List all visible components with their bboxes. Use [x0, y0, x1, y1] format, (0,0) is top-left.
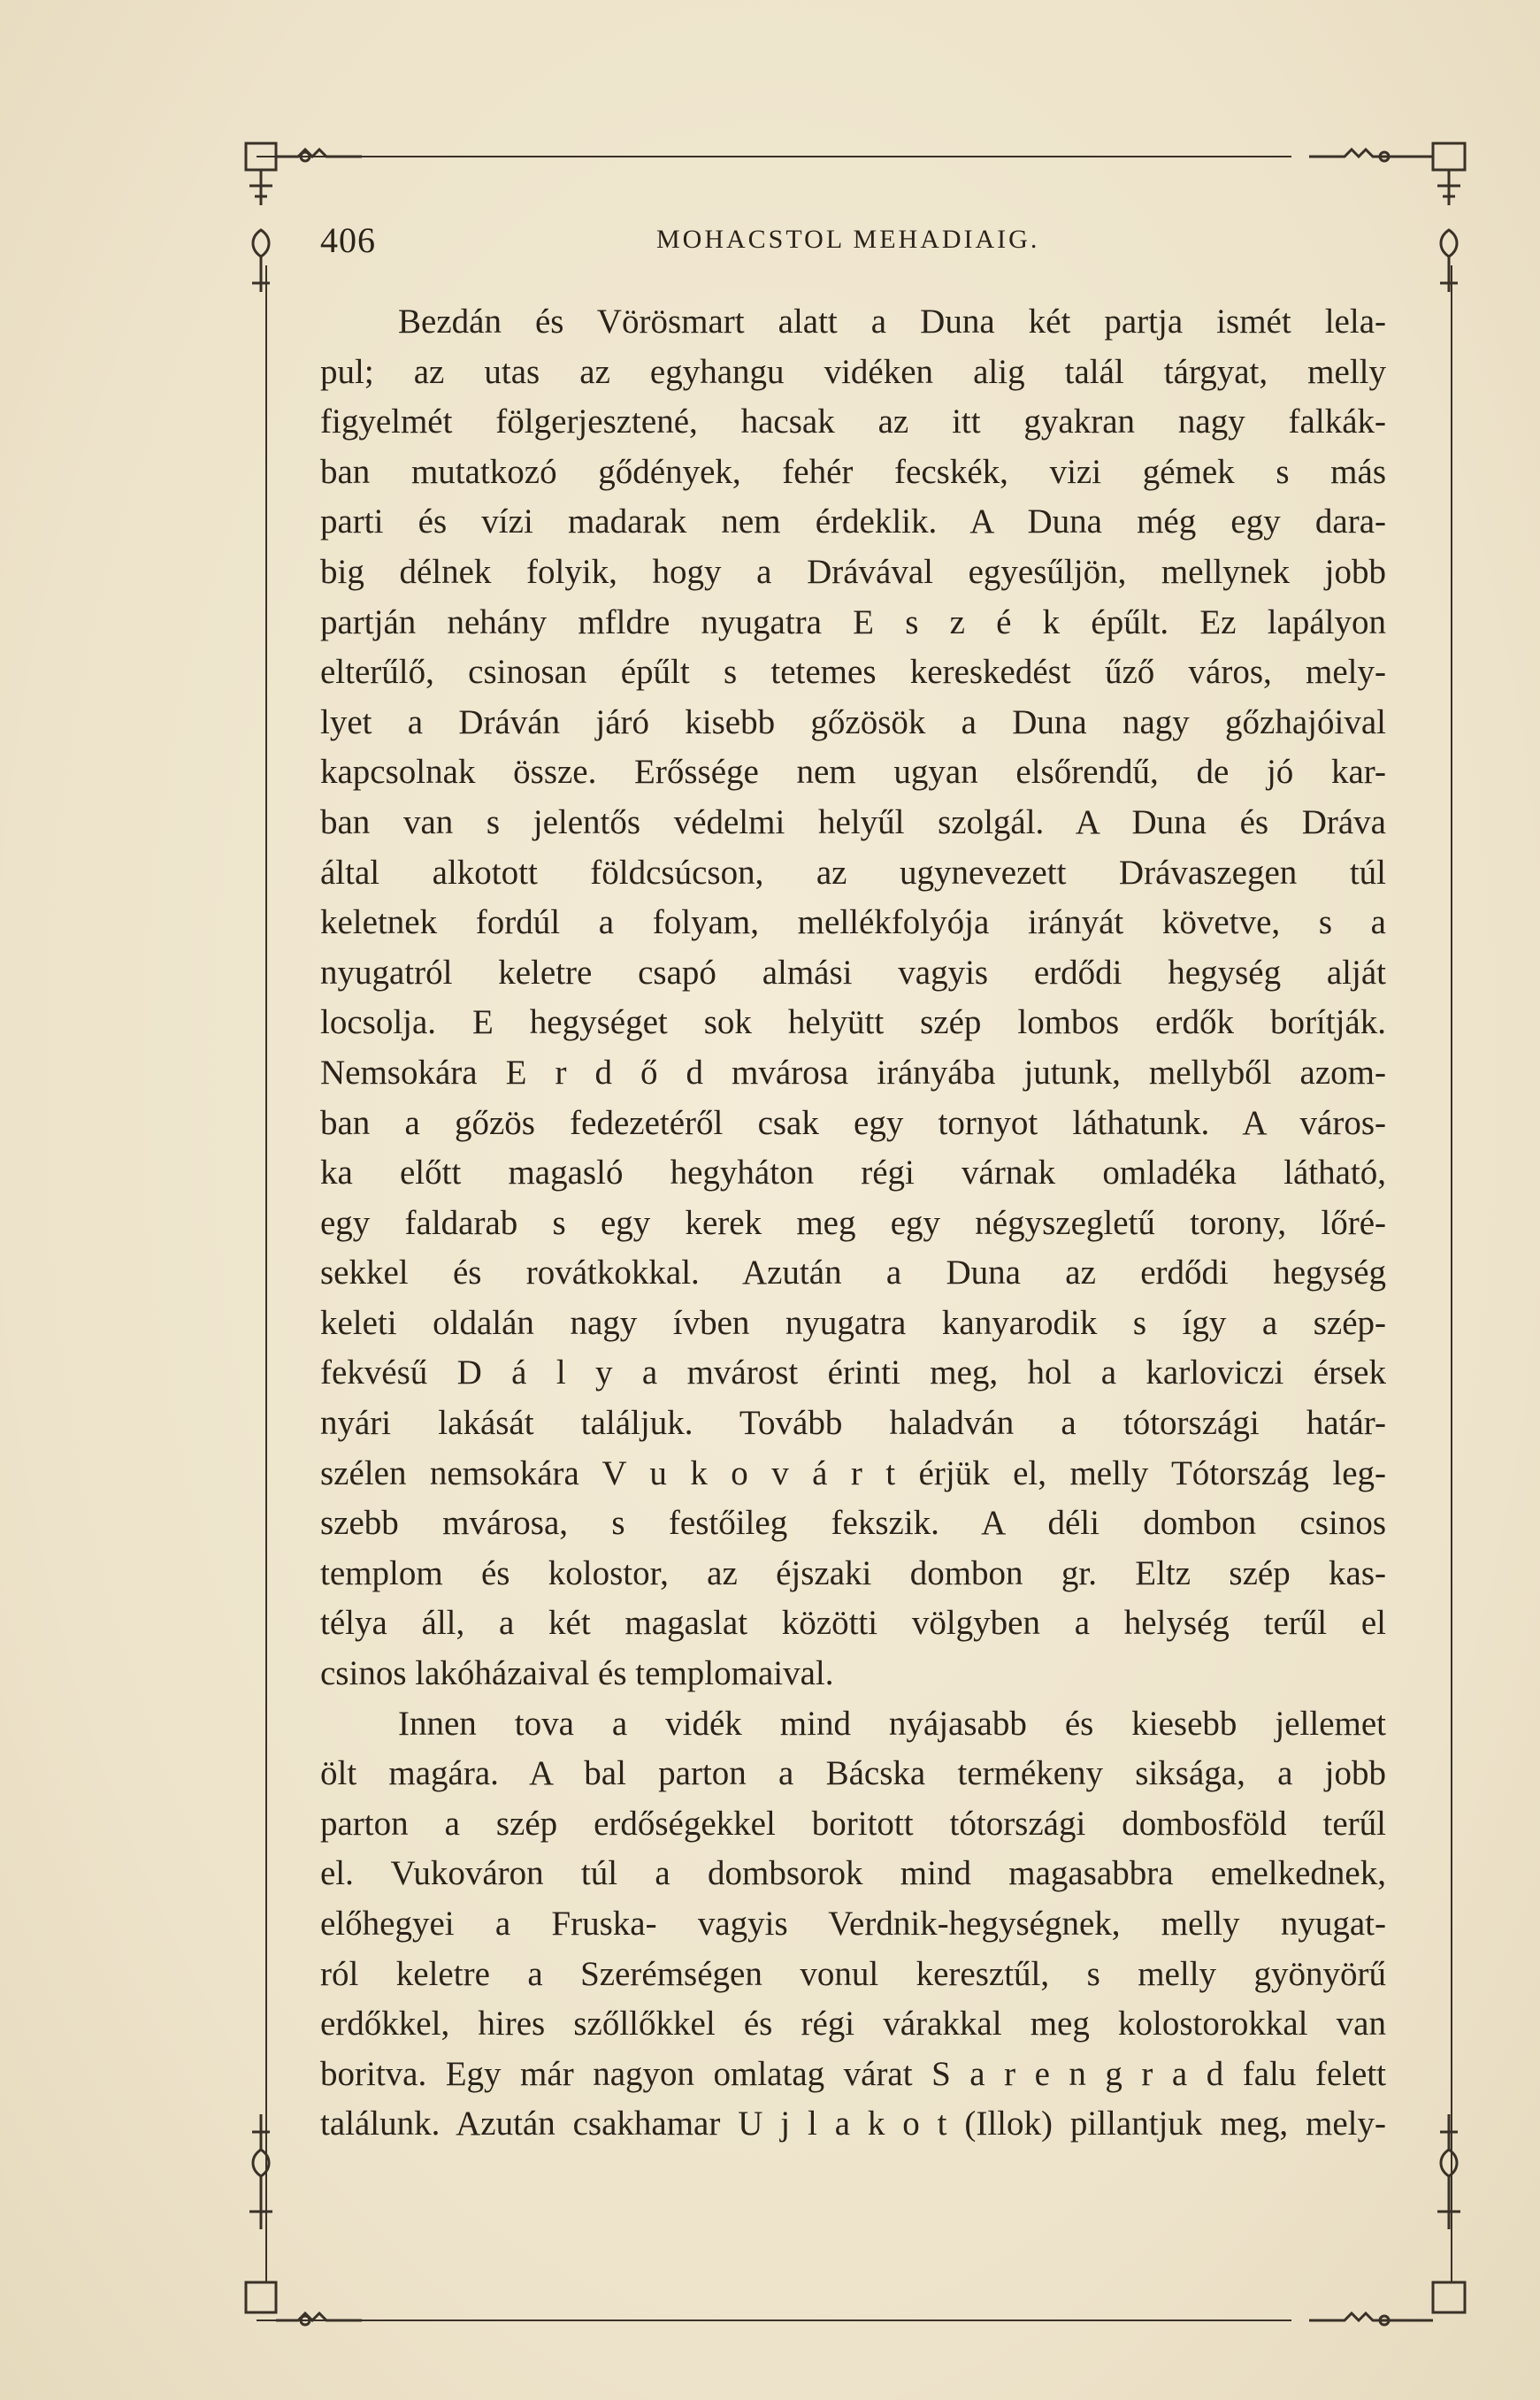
running-head: MOHACSTOL MEHADIAIG.: [656, 225, 1040, 254]
text-line: sekkel és rovátkokkal. Azután a Duna az erdődi hegység: [320, 1254, 1386, 1292]
paragraph-1: [320, 297, 1386, 1699]
text-line: csinos lakóházaival és templomaival.: [320, 1654, 834, 1693]
page-number: 406: [320, 220, 376, 260]
text-line: egy faldarab s egy kerek meg egy négyszegletű torony, lőré-: [320, 1203, 1386, 1242]
text-line: figyelmét fölgerjesztené, hacsak az itt gyakran nagy falkák-: [320, 403, 1386, 441]
text-line: ban mutatkozó gődények, fehér fecskék, vizi gémek s más: [320, 452, 1386, 491]
frame-top-rule: [257, 156, 1291, 157]
text-line: pul; az utas az egyhangu vidéken alig talál tárgyat, melly: [320, 352, 1386, 391]
text-line: ban a gőzös fedezetéről csak egy tornyot láthatunk. A város-: [320, 1103, 1386, 1142]
body-text: [320, 297, 1386, 2150]
text-line: találunk. Azután csakhamar U j l a k o t (Illok) pillantjuk meg, mely-: [320, 2105, 1386, 2143]
text-line: parton a szép erdőségekkel boritott tótországi dombosföld terűl: [320, 1804, 1386, 1843]
text-line: által alkotott földcsúcson, az ugynevezett Drávaszegen túl: [320, 853, 1386, 892]
text-line: el. Vukováron túl a dombsorok mind magasabbra emelkednek,: [320, 1854, 1386, 1893]
text-line: fekvésű D á l y a mvárost érinti meg, hol a karloviczi érsek: [320, 1353, 1386, 1392]
text-line: keletnek fordúl a folyam, mellékfolyója irányát követve, s a: [320, 903, 1386, 942]
text-line: ban van s jelentős védelmi helyűl szolgál. A Duna és Dráva: [320, 802, 1386, 841]
text-line: elterűlő, csinosan épűlt s tetemes kereskedést űző város, mely-: [320, 653, 1386, 692]
text-line: parti és vízi madarak nem érdeklik. A Duna még egy dara-: [320, 502, 1386, 541]
text-line: szebb mvárosa, s festőileg fekszik. A déli dombon csinos: [320, 1504, 1386, 1543]
text-line: templom és kolostor, az éjszaki dombon gr. Eltz szép kas-: [320, 1553, 1386, 1592]
text-line: locsolja. E hegységet sok helyütt szép lombos erdők borítják.: [320, 1003, 1386, 1042]
text-line: lyet a Dráván járó kisebb gőzösök a Duna nagy gőzhajóival: [320, 702, 1386, 741]
text-line: ról keletre a Szerémségen vonul keresztűl, s melly gyönyörű: [320, 1954, 1386, 1993]
text-line: partján nehány mfldre nyugatra E s z é k épűlt. Ez lapályon: [320, 602, 1386, 641]
text-line: kapcsolnak össze. Erőssége nem ugyan elsőrendű, de jó kar-: [320, 753, 1386, 792]
text-line: előhegyei a Fruska- vagyis Verdnik-hegységnek, melly nyugat-: [320, 1905, 1386, 1943]
text-line: ölt magára. A bal parton a Bácska termékeny sikságа, a jobb: [320, 1754, 1386, 1793]
text-line: szélen nemsokára V u k o v á r t érjük el, melly Tótország leg-: [320, 1453, 1386, 1492]
frame-left-rule: [265, 265, 267, 2282]
text-line: Innen tova a vidék mind nyájasabb és kiesebb jellemet: [398, 1704, 1386, 1743]
text-line: ka előtt magasló hegyháton régi várnak omladéka látható,: [320, 1154, 1386, 1192]
page-header: [320, 219, 1417, 272]
frame-bottom-rule: [257, 2319, 1291, 2321]
paragraph-2: [320, 1699, 1386, 2150]
text-line: Nemsokára E r d ő d mvárosa irányába jutunk, mellyből azom-: [320, 1053, 1386, 1092]
frame-right-rule: [1451, 265, 1452, 2282]
text-line: nyári lakását találjuk. Tovább haladván a tótországi határ-: [320, 1404, 1386, 1443]
text-line: télya áll, a két magaslat közötti völgyben a helység terűl el: [320, 1604, 1386, 1643]
text-line: erdőkkel, hires szőllőkkel és régi várakkal meg kolostorokkal van: [320, 2005, 1386, 2043]
text-line: keleti oldalán nagy ívben nyugatra kanyarodik s így a szép-: [320, 1303, 1386, 1342]
text-line: big délnek folyik, hogy a Drávával egyesűljön, mellynek jobb: [320, 552, 1386, 591]
text-line: nyugatról keletre csapó almási vagyis erdődi hegység alját: [320, 953, 1386, 992]
text-line: Bezdán és Vörösmart alatt a Duna két partja ismét lela-: [398, 303, 1386, 341]
text-line: boritva. Egy már nagyon omlatag várat S a r e n g r a d falu felett: [320, 2054, 1386, 2093]
